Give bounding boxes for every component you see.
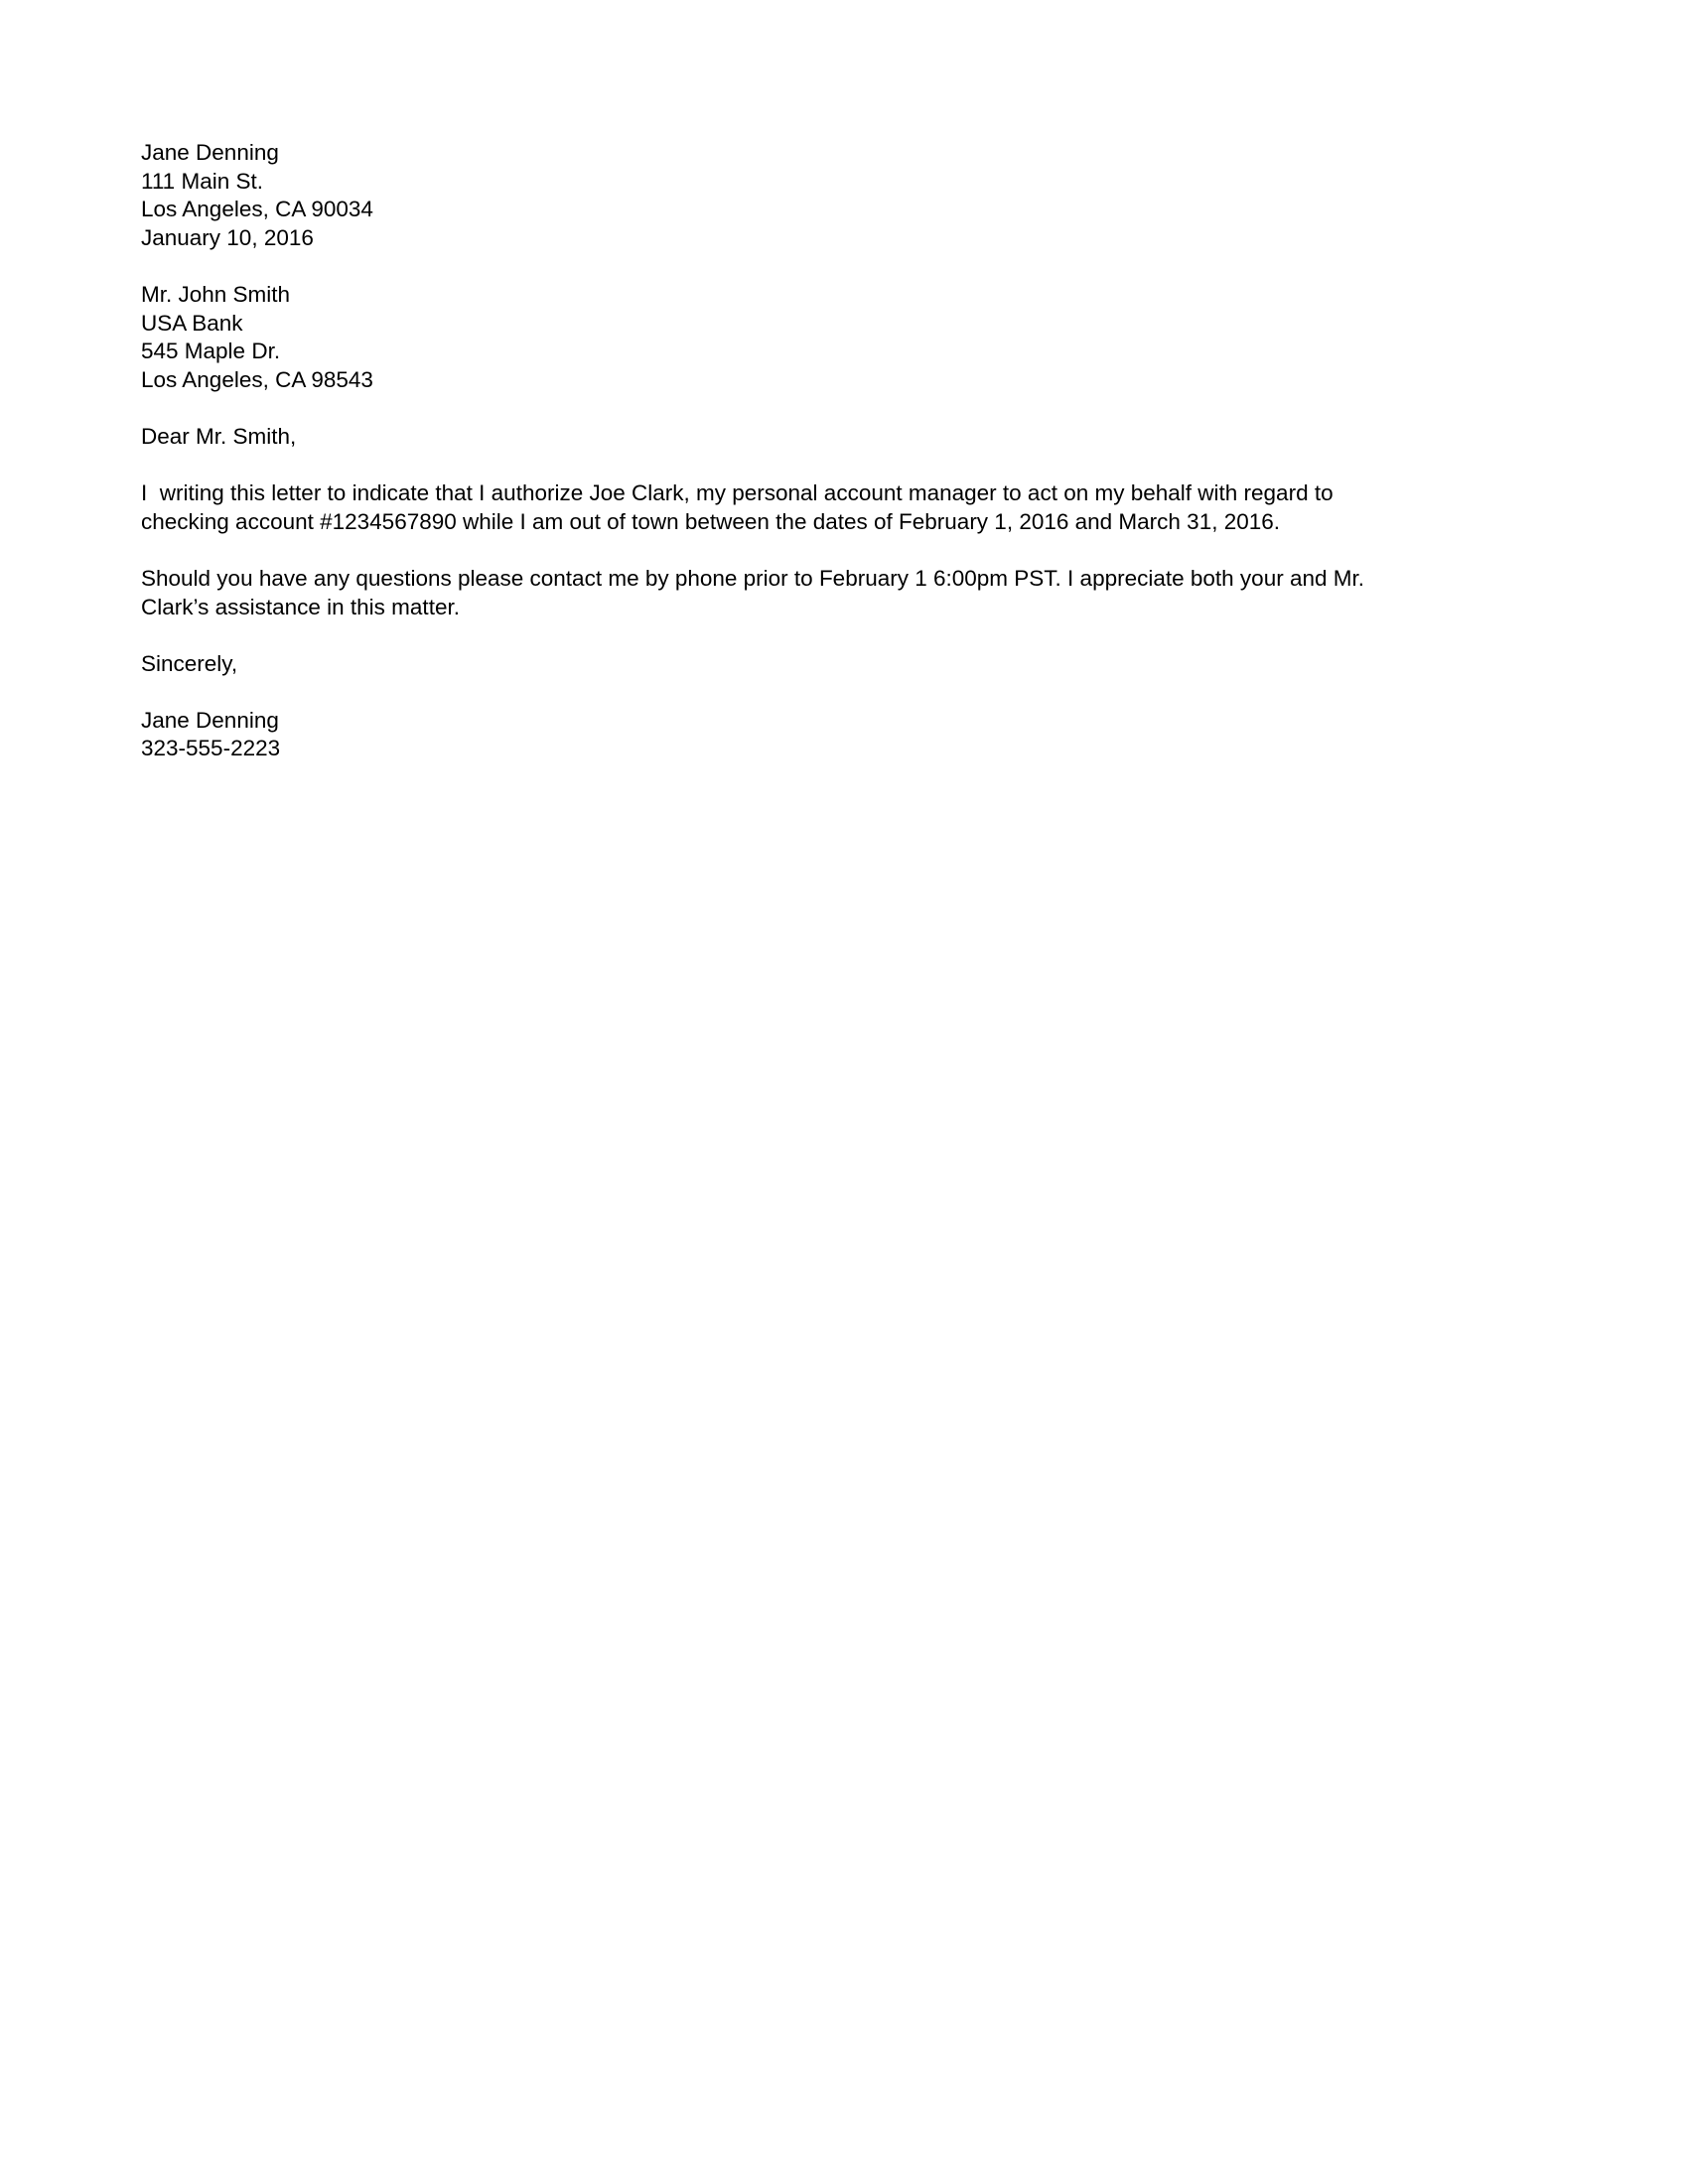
recipient-street: 545 Maple Dr.: [141, 339, 281, 364]
body-paragraph-1: I writing this letter to indicate that I authorize Joe Clark, my personal account manager to act on my behalf with regard to checking account #1234567890 while I am out of town between the dates of February 1, 2016 and March 31, 2016.: [141, 480, 1339, 534]
sender-street: 111 Main St.: [141, 168, 263, 194]
recipient-name: Mr. John Smith: [141, 281, 291, 307]
recipient-address-block: [141, 281, 1462, 394]
recipient-organization: USA Bank: [141, 310, 243, 336]
sender-city-state-zip: Los Angeles, CA 90034: [141, 197, 373, 222]
letter-date: January 10, 2016: [141, 224, 314, 250]
body-paragraph-2: Should you have any questions please contact me by phone prior to February 1 6:00pm PST. I appreciate both your and Mr. Clark’s assistance in this matter.: [141, 565, 1371, 619]
signer-phone: 323-555-2223: [141, 736, 281, 761]
signature-block: [141, 707, 1462, 763]
closing-salutation: Sincerely,: [141, 650, 238, 676]
salutation: Dear Mr. Smith,: [141, 423, 297, 449]
signer-name: Jane Denning: [141, 707, 279, 733]
letter-body: [141, 139, 1462, 763]
recipient-city-state-zip: Los Angeles, CA 98543: [141, 366, 373, 392]
sender-address-block: [141, 139, 1462, 252]
sender-name: Jane Denning: [141, 140, 279, 165]
